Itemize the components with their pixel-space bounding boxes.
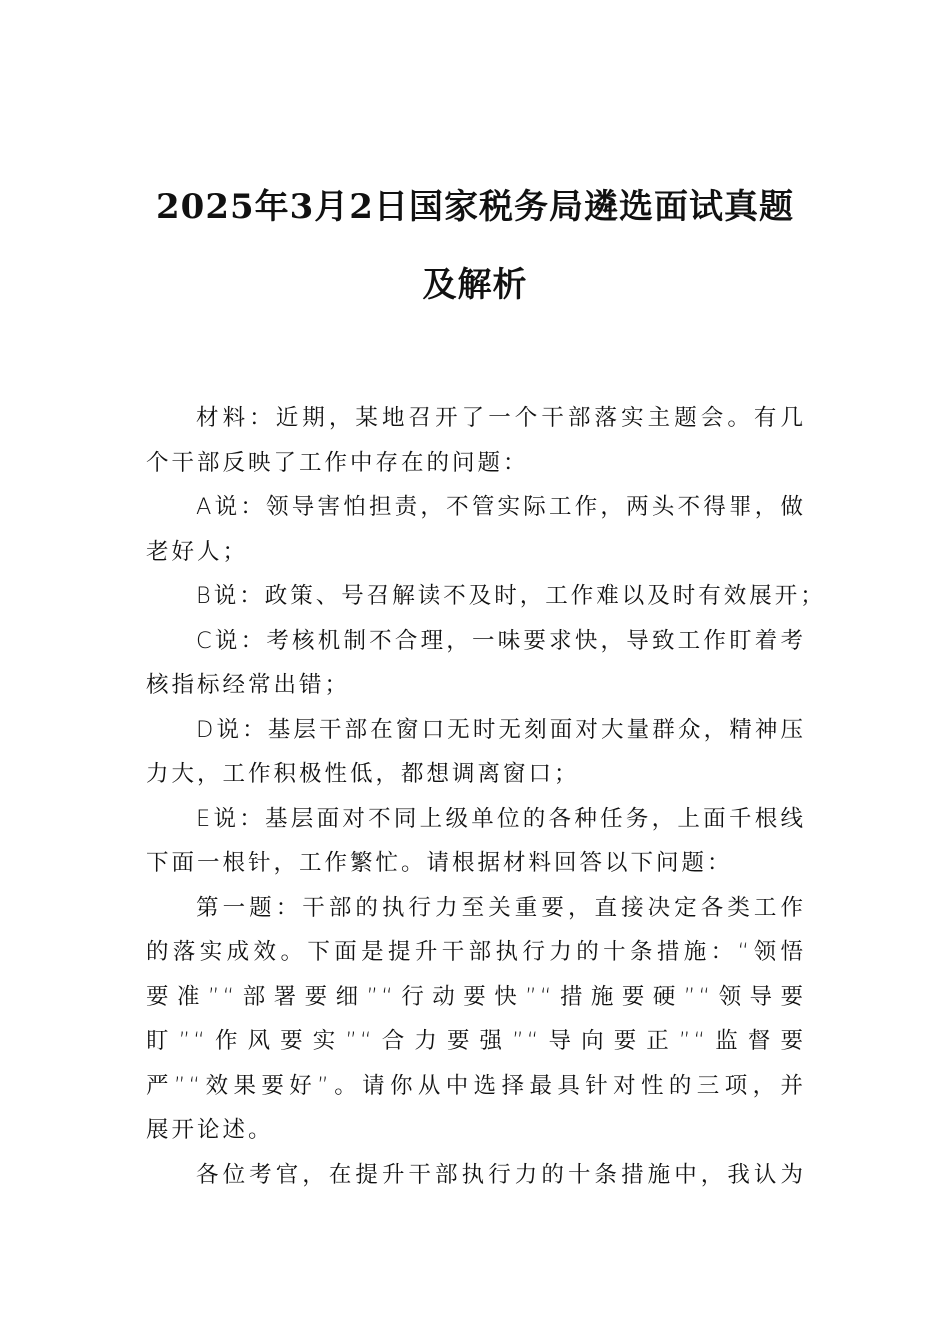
paragraph-material	[146, 396, 806, 485]
title-line-1: 2025年3月2日国家税务局遴选面试真题	[156, 187, 794, 227]
text-line: 严”“效果要好”。请你从中选择最具针对性的三项，并	[146, 1072, 806, 1099]
text-line: 的落实成效。下面是提升干部执行力的十条措施：“领悟	[146, 939, 806, 965]
text-line: B说：政策、号召解读不及时，工作难以及时有效展开；	[196, 583, 826, 609]
text-line: 展开论述。	[146, 1117, 274, 1143]
paragraph-d	[146, 708, 806, 797]
document-title	[140, 168, 810, 324]
document-body	[146, 396, 826, 1197]
paragraph-a	[146, 485, 806, 574]
text-line: 下面一根针，工作繁忙。请根据材料回答以下问题：	[146, 850, 733, 876]
text-line: 第一题：干部的执行力至关重要，直接决定各类工作	[196, 894, 806, 921]
text-line: 个干部反映了工作中存在的问题：	[146, 449, 529, 476]
paragraph-answer	[146, 1153, 806, 1198]
text-line: 盯”“作风要实”“合力要强”“导向要正”“监督要	[146, 1028, 806, 1054]
text-line: 各位考官，在提升干部执行力的十条措施中，我认为	[196, 1161, 806, 1188]
title-line-2: 及解析	[422, 265, 528, 305]
paragraph-e	[146, 797, 806, 886]
paragraph-c	[146, 619, 806, 708]
text-line: 材料：近期，某地召开了一个干部落实主题会。有几	[196, 405, 806, 431]
text-line: 老好人；	[146, 538, 249, 565]
text-line: A说：领导害怕担责，不管实际工作，两头不得罪，做	[196, 494, 806, 520]
text-line: 核指标经常出错；	[146, 672, 351, 698]
paragraph-question-1	[146, 886, 806, 1153]
paragraph-b	[146, 574, 826, 619]
text-line: D说：基层干部在窗口无时无刻面对大量群众，精神压	[196, 716, 806, 743]
text-line: C说：考核机制不合理，一味要求快，导致工作盯着考	[196, 627, 806, 654]
text-line: 力大，工作积极性低，都想调离窗口；	[146, 761, 580, 787]
text-line: E说：基层面对不同上级单位的各种任务，上面千根线	[196, 805, 806, 832]
text-line: 要准”“部署要细”“行动要快”“措施要硬”“领导要	[146, 983, 806, 1010]
